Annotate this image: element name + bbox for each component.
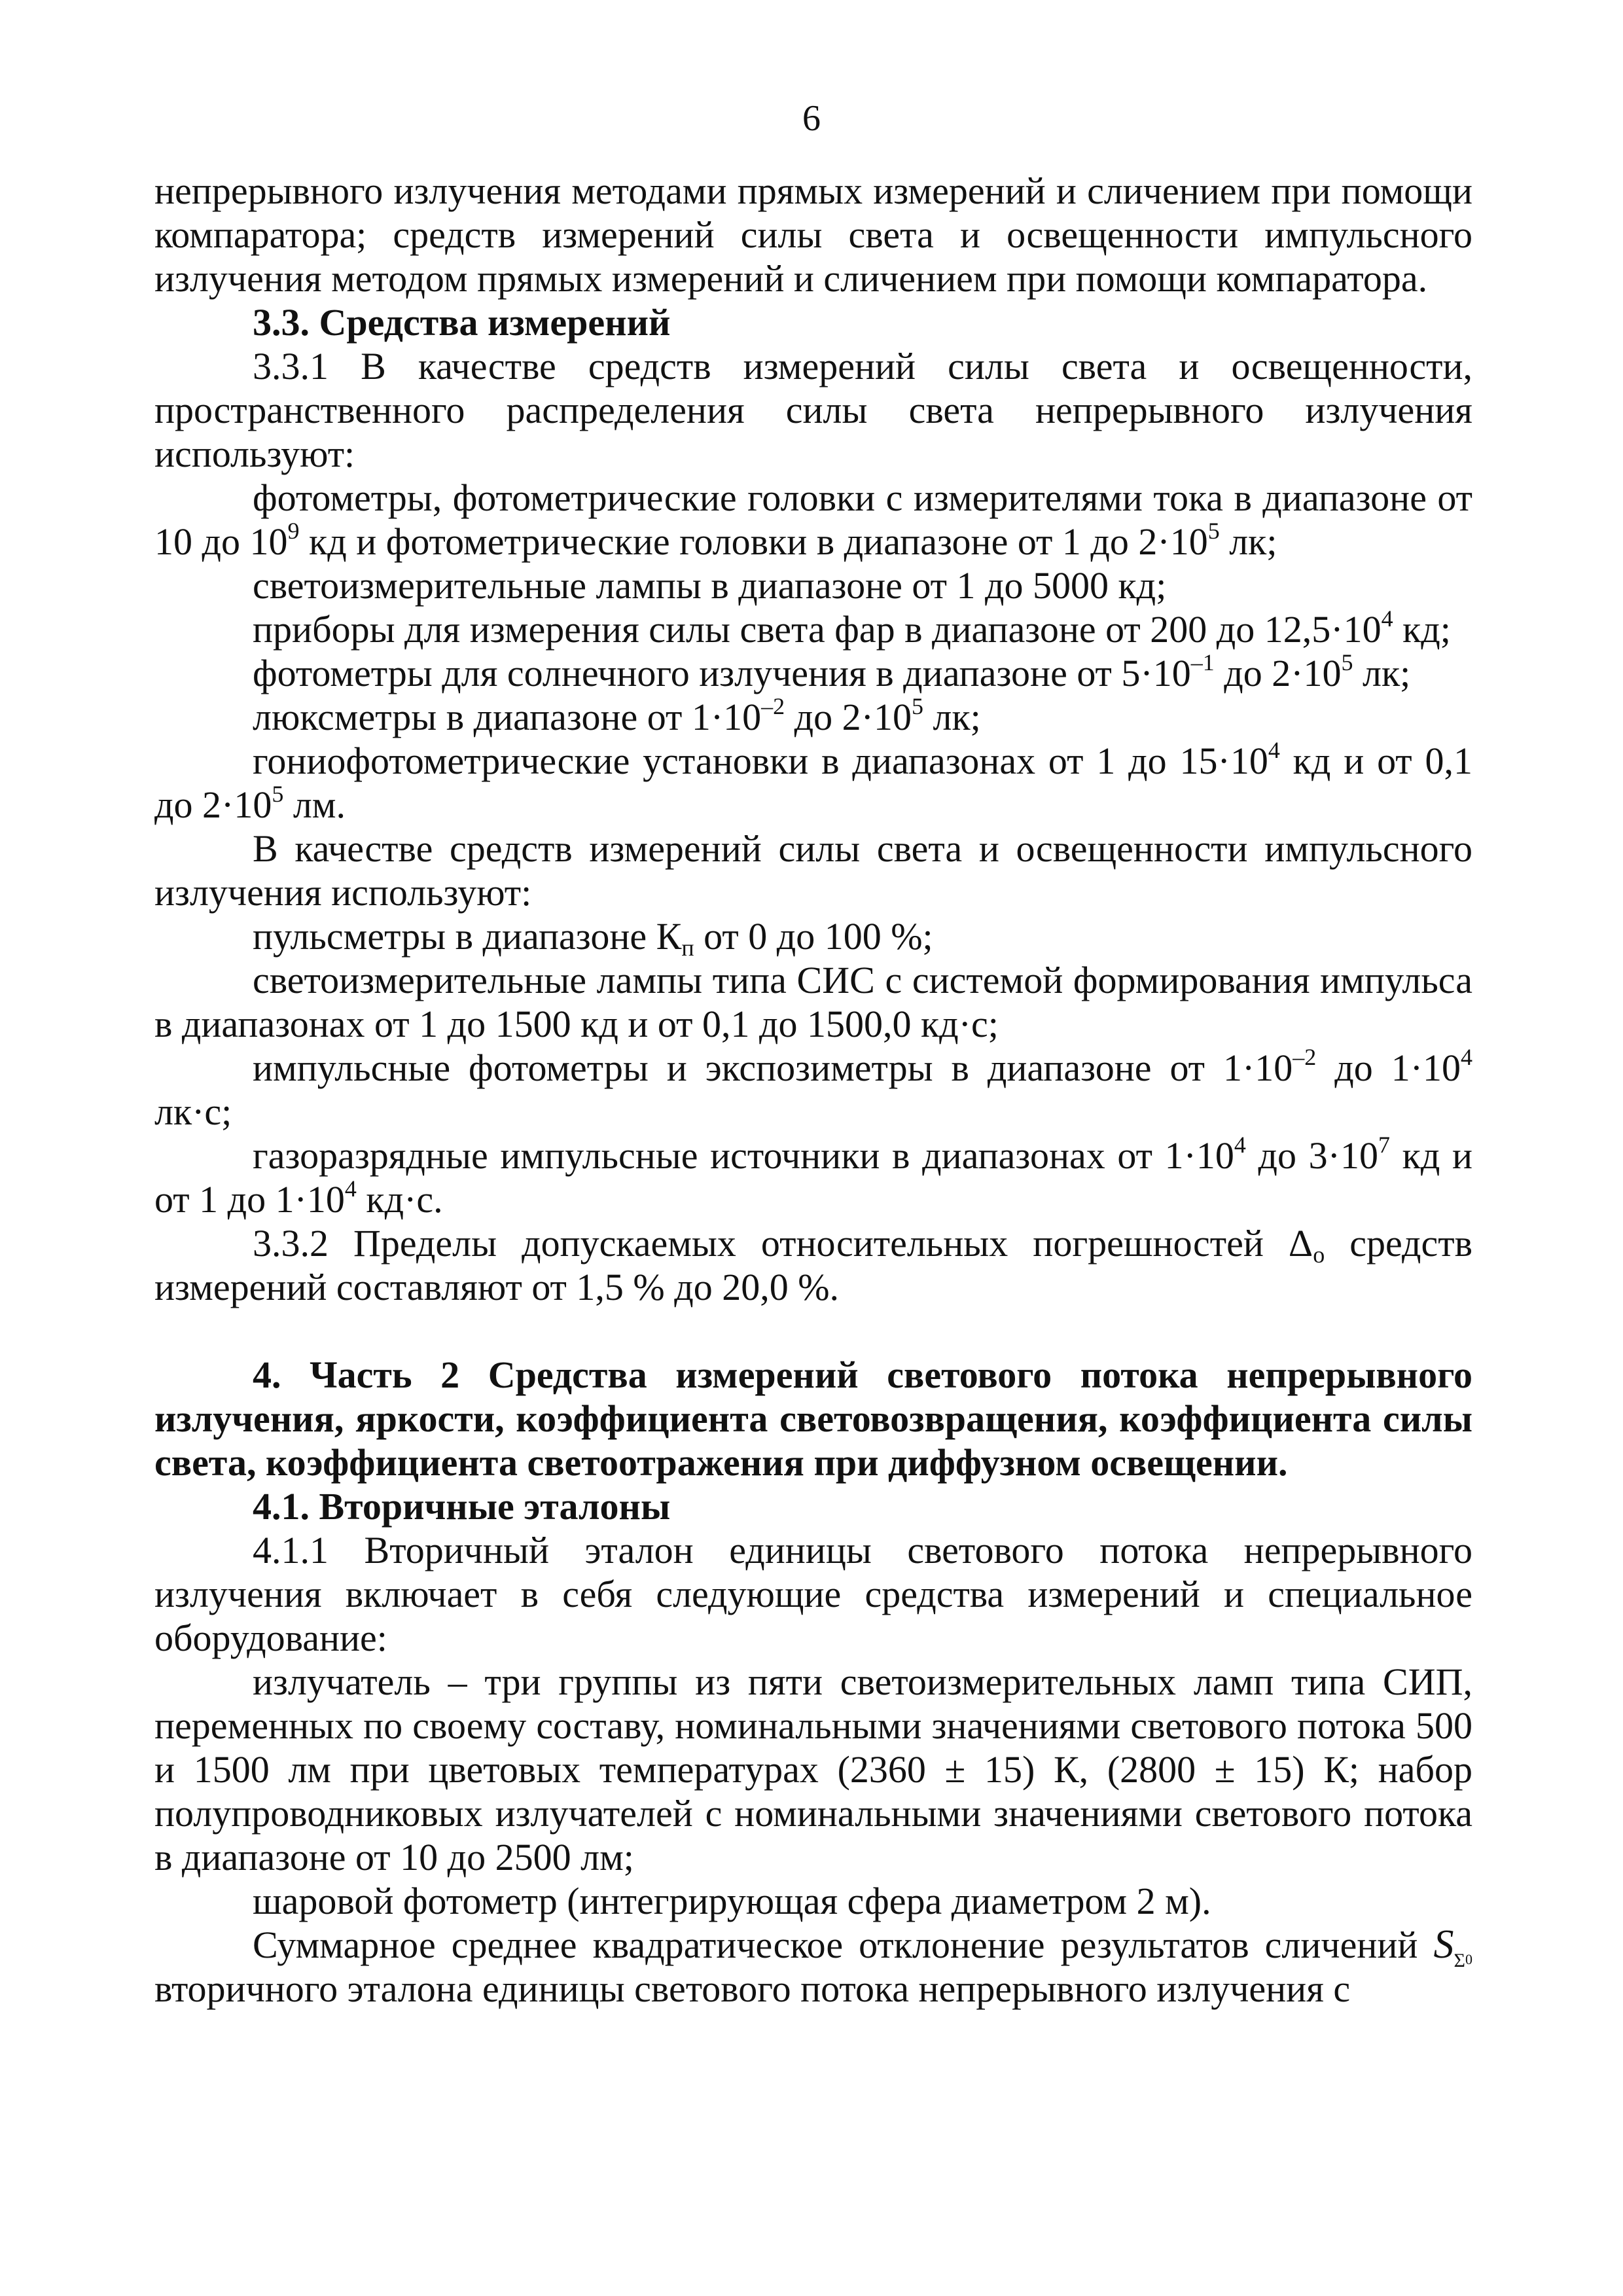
list-item-gas-discharge: газоразрядные импульсные источники в диапазонах от $1\cdot 10^4$ до $3\cdot 10^7$ кд и от 1 до $1\cdot 10^4$ кд·с. (154, 1132, 1472, 1221)
list-item-headlights: приборы для измерения силы света фар в диапазоне от 200 до $12,5\cdot 10^4$ кд; (253, 605, 1451, 651)
paragraph-summary: Суммарное среднее квадратическое отклонение результатов сличений $S_\Sigma 0$ вторичного эталона единицы светового потока непрерывного излучения с (154, 1922, 1472, 2010)
section-3-continuation: непрерывного излучения методами прямых измерений и сличением при помощи компаратора; средств измерений силы света и освещенности импульсного излучения методом прямых измерений и сличением при помощи компаратора. (154, 170, 1472, 300)
list-item-solar-photometers: фотометры для солнечного излучения в диапазоне от $5\cdot 10^{-1}$ до $2\cdot 10^5$ лк; (253, 649, 1411, 694)
list-item-photometers: фотометры, фотометрические головки с измерителями тока в диапазоне от 10 до $10^9$ кд и фотометрические головки в диапазоне от 1 до $2\cdot 10^5$ лк; (154, 476, 1472, 563)
page-body (154, 169, 1472, 2011)
paragraph-4-1-1: 4.1.1 Вторичный эталон единицы светового потока непрерывного излучения включает в себя следующие средства измерений и специальное оборудование: (154, 1529, 1472, 1659)
list-item-goniophotometers: гониофотометрические установки в диапазонах от 1 до $15\cdot 10^4$ кд и от 0,1 до $2\cdot 10^5$ лм. (154, 737, 1472, 826)
list-item-sis-lamps: светоизмерительные лампы типа СИС с системой формирования импульса в диапазонах от 1 до 1500 кд и от 0,1 до 1500,0 кд·с; (154, 959, 1472, 1045)
formula-s-sigma-0: $S_\Sigma 0$ (1433, 1922, 1472, 1971)
heading-3-3: 3.3. Средства измерений (253, 301, 671, 344)
list-item-lamps: светоизмерительные лампы в диапазоне от 1 до 5000 кд; (253, 564, 1167, 607)
heading-4-1: 4.1. Вторичные эталоны (253, 1485, 671, 1528)
paragraph-pulsed-intro: В качестве средств измерений силы света и освещенности импульсного излучения используют: (154, 827, 1472, 914)
section-gap (154, 1309, 1472, 1353)
paragraph-3-3-1: 3.3.1 В качестве средств измерений силы света и освещенности, пространственного распределения силы света непрерывного излучения используют: (154, 345, 1472, 475)
list-item-emitter: излучатель – три группы из пяти светоизмерительных ламп типа СИП, переменных по своему составу, номинальными значениями светового потока 500 и 1500 лм при цветовых температурах (2360 ± 15) К, (2800 ± 15) К; набор полупроводниковых излучателей с номинальными значениями светового потока в диапазоне от 10 до 2500 лм; (154, 1660, 1472, 1878)
heading-section-4: 4. Часть 2 Средства измерений светового потока непрерывного излучения, яркости, коэффициента световозвращения, коэффициента силы света, коэффициента светоотражения при диффузном освещении. (154, 1354, 1472, 1484)
list-item-sphere: шаровой фотометр (интегрирующая сфера диаметром 2 м). (253, 1880, 1211, 1922)
list-item-luxmeters: люксметры в диапазоне от $1\cdot 10^{-2}$ до $2\cdot 10^5$ лк; (253, 693, 981, 738)
page-number: 6 (802, 98, 821, 139)
list-item-pulsemeters: пульсметры в диапазоне $К_п$ от 0 до 100 %; (253, 915, 933, 961)
paragraph-3-3-2: 3.3.2 Пределы допускаемых относительных погрешностей $\Delta_о$ средств измерений составляют от 1,5 % до 20,0 %. (154, 1222, 1472, 1308)
list-item-pulse-photometers: импульсные фотометры и экспозиметры в диапазоне от $1\cdot 10^{-2}$ до $1\cdot 10^4$ лк·с; (154, 1044, 1473, 1133)
